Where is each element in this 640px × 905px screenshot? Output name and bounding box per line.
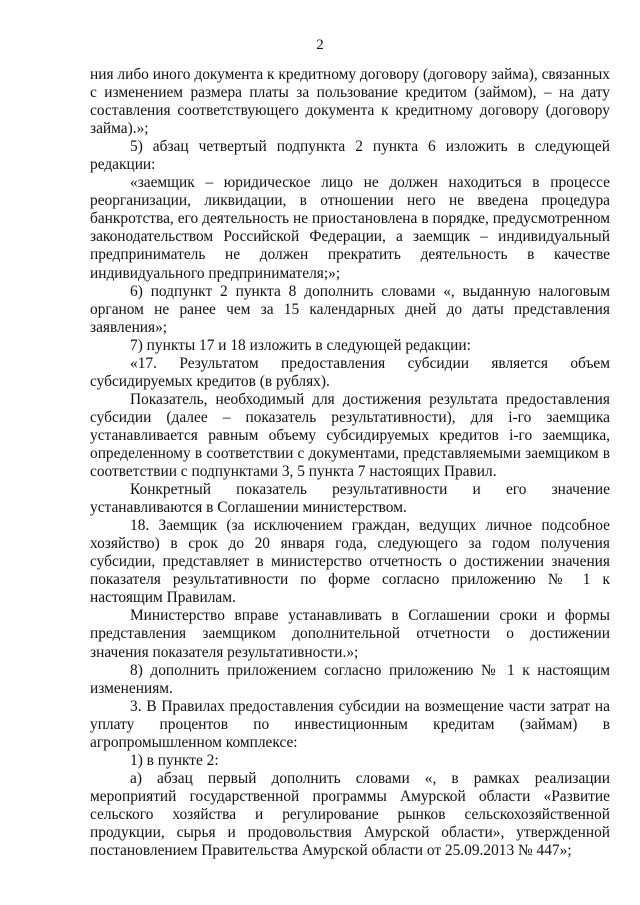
paragraph-subitem-a: а) абзац первый дополнить словами «, в рамках реализации мероприятий государственной программы Амурской области «Развитие сельского хозяйства и регулирование рынков сельскохозяйственной продукции, сырья и продовольствия Амурской области», утвержденной постановлением Правительства Амурской области от 25.09.2013 № 447»; bbox=[90, 769, 610, 860]
paragraph-item-8: 8) дополнить приложением согласно приложению № 1 к настоящим изменениям. bbox=[90, 661, 610, 697]
paragraph-section-3: 3. В Правилах предоставления субсидии на возмещение части затрат на уплату процентов по инвестиционным кредитам (займам) в агропромышленном комплексе: bbox=[90, 697, 610, 751]
paragraph-indicator-value: Конкретный показатель результативности и его значение устанавливаются в Соглашении министерством. bbox=[90, 481, 610, 517]
paragraph-clause-17: «17. Результатом предоставления субсидии является объем субсидируемых кредитов (в рублях). bbox=[90, 354, 610, 390]
paragraph-quote-borrower: «заемщик – юридическое лицо не должен находиться в процессе реорганизации, ликвидации, в отношении него не введена процедура банкротства, его деятельность не приостановлена в порядке, предусмотренном законодательством Российской Федерации, а заемщик – индивидуальный предприниматель не должен прекратить деятельность в качестве индивидуального предпринимателя;»; bbox=[90, 174, 610, 282]
page-number: 2 bbox=[316, 37, 324, 53]
paragraph-continuation: ния либо иного документа к кредитному договору (договору займа), связанных с изменением размера платы за пользование кредитом (займом), – на дату составления соответствующего документа к кредитному договору (договору займа).»; bbox=[90, 66, 610, 138]
paragraph-clause-18: 18. Заемщик (за исключением граждан, ведущих личное подсобное хозяйство) в срок до 20 января года, следующего за годом получения субсидии, представляет в министерство отчетность о достижении значения показателя результативности по форме согласно приложению № 1 к настоящим Правилам. bbox=[90, 517, 610, 607]
paragraph-item-6: 6) подпункт 2 пункта 8 дополнить словами «, выданную налоговым органом не ранее чем за 15 календарных дней до даты представления заявления»; bbox=[90, 282, 610, 336]
paragraph-item-7: 7) пункты 17 и 18 изложить в следующей редакции: bbox=[130, 336, 471, 354]
paragraph-subitem-1: 1) в пункте 2: bbox=[130, 751, 219, 769]
paragraph-ministry-terms: Министерство вправе устанавливать в Соглашении сроки и формы представления заемщиком дополнительной отчетности о достижении значения показателя результативности.»; bbox=[90, 607, 610, 661]
paragraph-item-5: 5) абзац четвертый подпункта 2 пункта 6 изложить в следующей редакции: bbox=[90, 138, 610, 174]
paragraph-indicator: Показатель, необходимый для достижения результата предоставления субсидии (далее – показатель результативности), для i-го заемщика устанавливается равным объему субсидируемых кредитов i-го заемщика, определенному в соответствии с документами, представляемыми заемщиком в соответствии с подпунктами 3, 5 пункта 7 настоящих Правил. bbox=[90, 390, 610, 481]
document-body bbox=[90, 66, 610, 860]
